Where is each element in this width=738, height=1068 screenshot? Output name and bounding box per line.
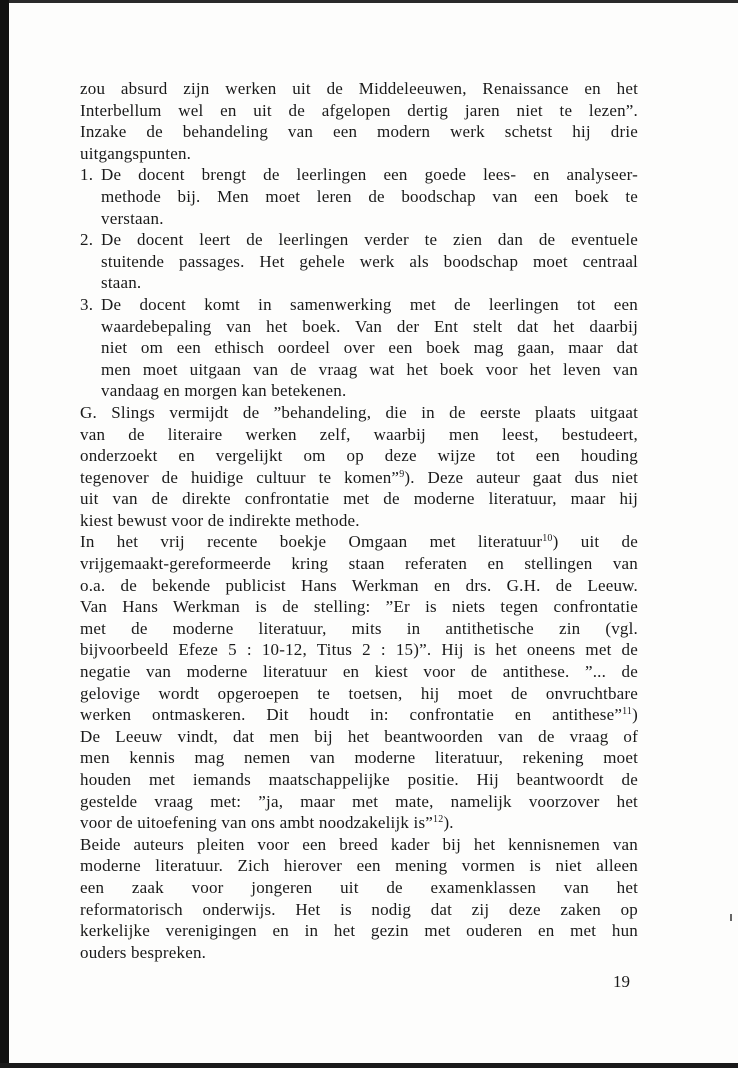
text-segment: In het vrij recente boekje Omgaan met literatuur [80, 532, 543, 552]
text-line: De Leeuw vindt, dat men bij het beantwoorden van de vraag of [80, 726, 638, 746]
scan-edge-left [0, 0, 9, 1068]
text-line: ouders bespreken. [80, 942, 207, 962]
text-line: o.a. de bekende publicist Hans Werkman en drs. G.H. de Leeuw. [80, 575, 638, 595]
text-segment: werken ontmaskeren. Dit houdt in: confrontatie en antithese” [80, 705, 623, 725]
list-item-2 [80, 229, 638, 294]
text-line: zou absurd zijn werken uit de Middeleeuwen, Renaissance en het [80, 79, 638, 98]
list-number: 2. [80, 230, 94, 250]
text-line-with-footnote [80, 531, 638, 553]
text-line: bijvoorbeeld Efeze 5 : 10-12, Titus 2 : 15)”. Hij is het oneens met de [80, 640, 638, 660]
text-line: Beide auteurs pleiten voor een breed kader bij het kennisnemen van [80, 834, 638, 854]
text-line: staan. [101, 273, 142, 293]
text-line: gelovige wordt opgeroepen te toetsen, hij moet de onvruchtbare [80, 683, 638, 703]
page-number: 19 [613, 972, 630, 991]
text-line: uitgangspunten. [80, 143, 192, 163]
text-line: men moet uitgaan van de vraag wat het boek voor het leven van [101, 359, 638, 379]
list-item-1 [80, 164, 638, 229]
text-line-with-footnote [80, 704, 638, 726]
list-number: 3. [80, 294, 94, 314]
intro-paragraph [80, 78, 638, 164]
scan-edge-bottom [0, 1063, 738, 1068]
text-segment: ) uit de [552, 532, 638, 552]
list-item-3 [80, 294, 638, 402]
margin-mark [730, 914, 732, 921]
text-line: van de literaire werken zelf, waarbij men leest, bestudeert, [80, 424, 638, 444]
footnote-ref-11: 11 [622, 706, 633, 718]
text-line: men kennis mag nemen van moderne literatuur, rekening moet [80, 748, 638, 768]
text-line: verstaan. [101, 208, 164, 228]
text-line: gestelde vraag met: ”ja, maar met mate, namelijk voorzover het [80, 791, 638, 811]
closing-paragraph [80, 834, 638, 964]
body-text [80, 78, 638, 963]
text-line: kiest bewust voor de indirekte methode. [80, 510, 360, 530]
text-line-with-footnote [80, 467, 638, 489]
text-line: niet om een ethisch oordeel over een boek mag gaan, maar dat [101, 338, 638, 358]
slings-paragraph [80, 402, 638, 532]
text-line: Van Hans Werkman is de stelling: ”Er is niets tegen confrontatie [80, 597, 638, 617]
list-number: 1. [80, 165, 94, 185]
footnote-ref-9: 9 [399, 468, 405, 480]
text-segment: ) [632, 705, 638, 725]
text-line: De docent leert de leerlingen verder te zien dan de eventuele [101, 230, 638, 250]
text-line: een zaak voor jongeren uit de examenklassen van het [80, 877, 638, 897]
text-line: met de moderne literatuur, mits in antithetische zin (vgl. [80, 618, 638, 638]
text-line: Inzake de behandeling van een modern werk schetst hij drie [80, 122, 638, 142]
text-line: kerkelijke verenigingen en in het gezin met ouderen en met hun [80, 921, 638, 941]
text-line: G. Slings vermijdt de ”behandeling, die in de eerste plaats uitgaat [80, 402, 638, 422]
text-line: Interbellum wel en uit de afgelopen dertig jaren niet te lezen”. [80, 100, 638, 120]
text-line: uit van de direkte confrontatie met de moderne literatuur, maar hij [80, 489, 638, 509]
text-line: De docent brengt de leerlingen een goede lees- en analyseer- [101, 165, 638, 185]
footnote-ref-12: 12 [433, 814, 444, 826]
text-line: negatie van moderne literatuur en kiest voor de antithese. ”... de [80, 662, 638, 682]
text-segment: ). [443, 813, 454, 833]
text-segment: ). Deze auteur gaat dus niet [404, 467, 638, 487]
text-line: waardebepaling van het boek. Van der Ent stelt dat het daarbij [101, 316, 638, 336]
footnote-ref-10: 10 [542, 533, 553, 545]
text-line: reformatorisch onderwijs. Het is nodig dat zij deze zaken op [80, 899, 638, 919]
text-line: vrijgemaakt-gereformeerde kring staan referaten en stellingen van [80, 554, 638, 574]
text-line: De docent komt in samenwerking met de leerlingen tot een [101, 294, 638, 314]
text-line: houden met iemands maatschappelijke positie. Hij beantwoordt de [80, 770, 638, 789]
text-line-with-footnote [80, 812, 638, 834]
text-line: stuitende passages. Het gehele werk als boodschap moet centraal [101, 251, 638, 271]
omgaan-paragraph [80, 531, 638, 833]
text-line: vandaag en morgen kan betekenen. [101, 381, 347, 401]
text-line: moderne literatuur. Zich hierover een mening vormen is niet alleen [80, 856, 638, 876]
text-line: onderzoekt en vergelijkt om op deze wijze tot een houding [80, 446, 638, 466]
scan-edge-top [0, 0, 738, 3]
text-segment: tegenover de huidige cultuur te komen” [80, 467, 400, 487]
text-segment: voor de uitoefening van ons ambt noodzakelijk is” [80, 813, 434, 833]
text-line: methode bij. Men moet leren de boodschap van een boek te [101, 186, 638, 206]
